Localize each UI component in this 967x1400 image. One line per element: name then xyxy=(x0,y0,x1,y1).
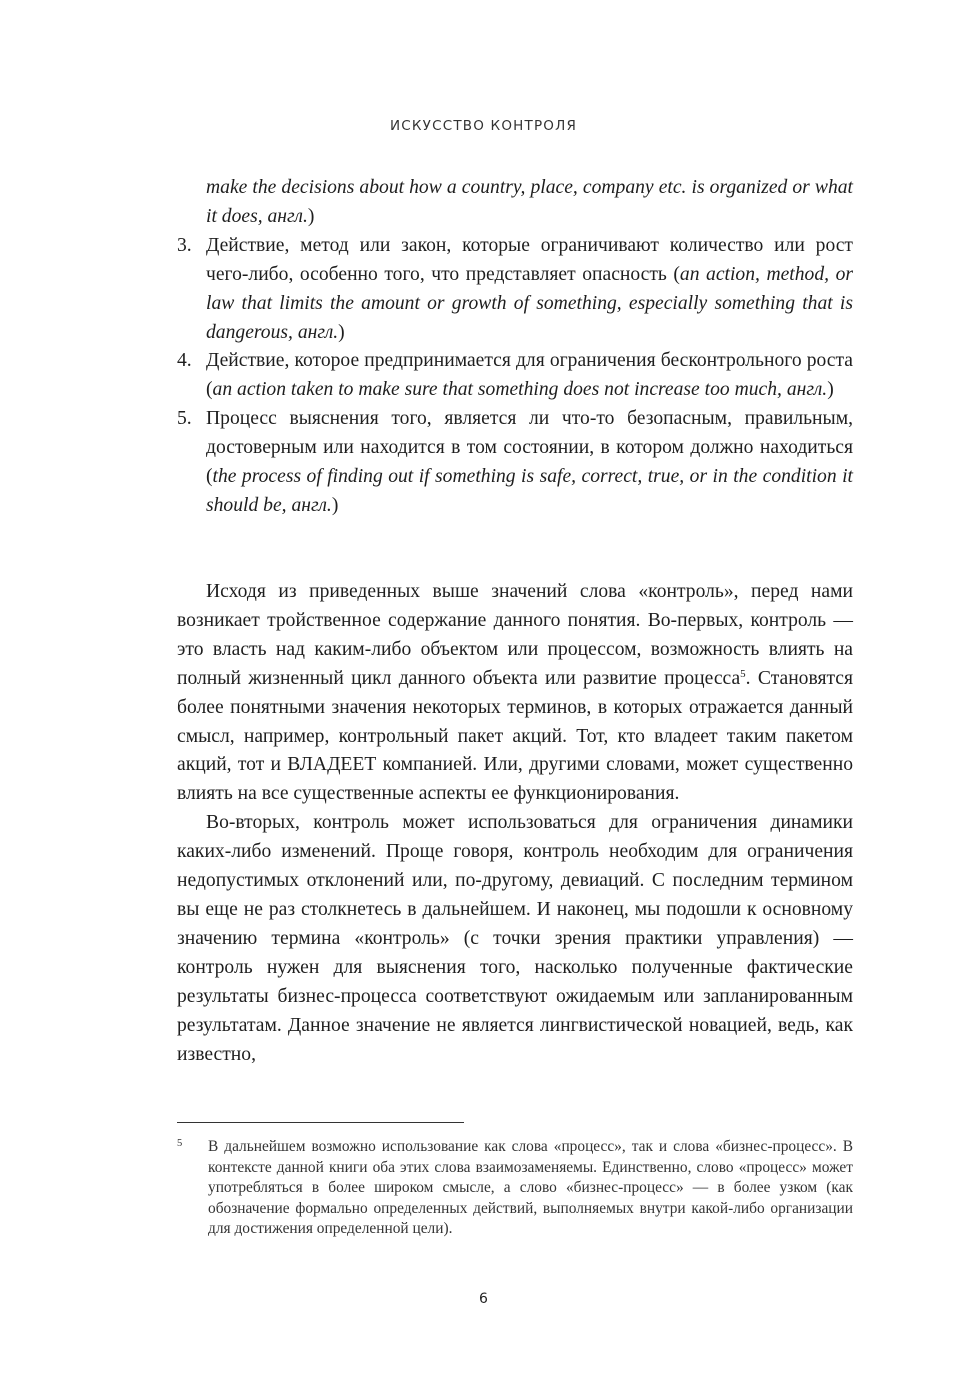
list-item-continuation: make the decisions about how a country, place, company etc. is organized or what it does, англ.) xyxy=(206,177,853,227)
footnote-body xyxy=(177,1137,853,1240)
english-definition: an action taken to make sure that something does not increase too much, xyxy=(212,379,787,401)
paragraph-2: Во-вторых, контроль может использоваться для ограничения динамики каких-либо изменений. Проще говоря, контроль необходим для ограничения недопустимых отклонений или, по-другому, девиаций. С последним термином вы еще не раз столкнетесь в дальнейшем. И наконец, мы подошли к основному значению термина «контроль» (с точки зрения практики управления) — контроль нужен для выяснения того, насколько полученные фактические результаты бизнес-процесса соответствуют ожидаемым или запланированным результатам. Данное значение не является лингвистической новацией, ведь, как известно, xyxy=(177,812,853,1065)
language-label: англ. xyxy=(297,321,339,343)
list-number: 3. xyxy=(177,234,192,256)
body-paragraphs xyxy=(177,578,853,1069)
footnote-reference[interactable]: 5 xyxy=(740,667,746,680)
footnote-text: В дальнейшем возможно использование как слова «процесс», так и слова «бизнес-процесс». В контексте данной книги оба этих слова взаимозаменяемы. Единственно, слово «процесс» может употребляться в более широком смысле, а слово «бизнес-процесс» — в более узком (как обозначение формально определенных действий, выполняемых внутри какой-либо организации для достижения определенной цели). xyxy=(208,1138,853,1238)
russian-definition: Действие, которое предпринимается для ограничения бесконтрольного роста ( xyxy=(206,350,853,401)
footnote xyxy=(177,1137,853,1240)
language-label: англ. xyxy=(291,494,332,516)
page-number: 6 xyxy=(479,1291,488,1307)
list-number: 5. xyxy=(177,408,192,430)
footnote-mark: 5 xyxy=(177,1138,183,1149)
definition-list xyxy=(177,174,853,521)
running-title: ИСКУССТВО КОНТРОЛЯ xyxy=(389,118,578,134)
russian-definition: Действие, метод или закон, которые ограничивают количество или рост чего-либо, особенно того, что представляет опасность ( xyxy=(206,234,853,285)
paragraph-1: Исходя из приведенных выше значений слова «контроль», перед нами возникает тройственное содержание данного понятия. Во-первых, контроль — это власть над каким-либо объектом или процессом, возможность влиять на полный жизненный цикл данного объекта или развитие процесса$^5$. Становятся более понятными значения некоторых терминов, в которых отражается данный смысл, например, контрольный пакет акций. Тот, кто владеет таким пакетом акций, тот и ВЛАДЕЕТ компанией. Или, другими словами, может существенно влиять на все существенные аспекты ее функционирования. xyxy=(177,581,853,805)
language-label: англ. xyxy=(786,379,828,401)
english-definition: an action, method, or law that limits the amount or growth of something, especially something that is dangerous, xyxy=(206,263,853,343)
footnote-divider xyxy=(177,1122,464,1123)
russian-definition: Процесс выяснения того, является ли что-то безопасным, правильным, достоверным или находится в том состоянии, в котором должно находиться ( xyxy=(206,408,853,488)
list-item-5: 5. Процесс выяснения того, является ли что-то безопасным, правильным, достоверным или находится в том состоянии, в котором должно находиться (the process of finding out if something is safe, correct, true, or in the condition it should be, англ.) xyxy=(177,405,853,521)
list-item-3: 3. Действие, метод или закон, которые ограничивают количество или рост чего-либо, особенно того, что представляет опасность (an action, method, or law that limits the amount or growth of something, especially something that is dangerous, англ.) xyxy=(177,232,853,348)
list-item-4: 4. Действие, которое предпринимается для ограничения бесконтрольного роста (an action taken to make sure that something does not increase too much, англ.) xyxy=(177,347,853,405)
list-number: 4. xyxy=(177,350,192,372)
english-definition: the process of finding out if something is safe, correct, true, or in the condition it should be, xyxy=(206,466,853,516)
language-label: англ. xyxy=(267,205,308,227)
english-definition: make the decisions about how a country, place, company etc. is organized or what it does, xyxy=(206,177,853,227)
